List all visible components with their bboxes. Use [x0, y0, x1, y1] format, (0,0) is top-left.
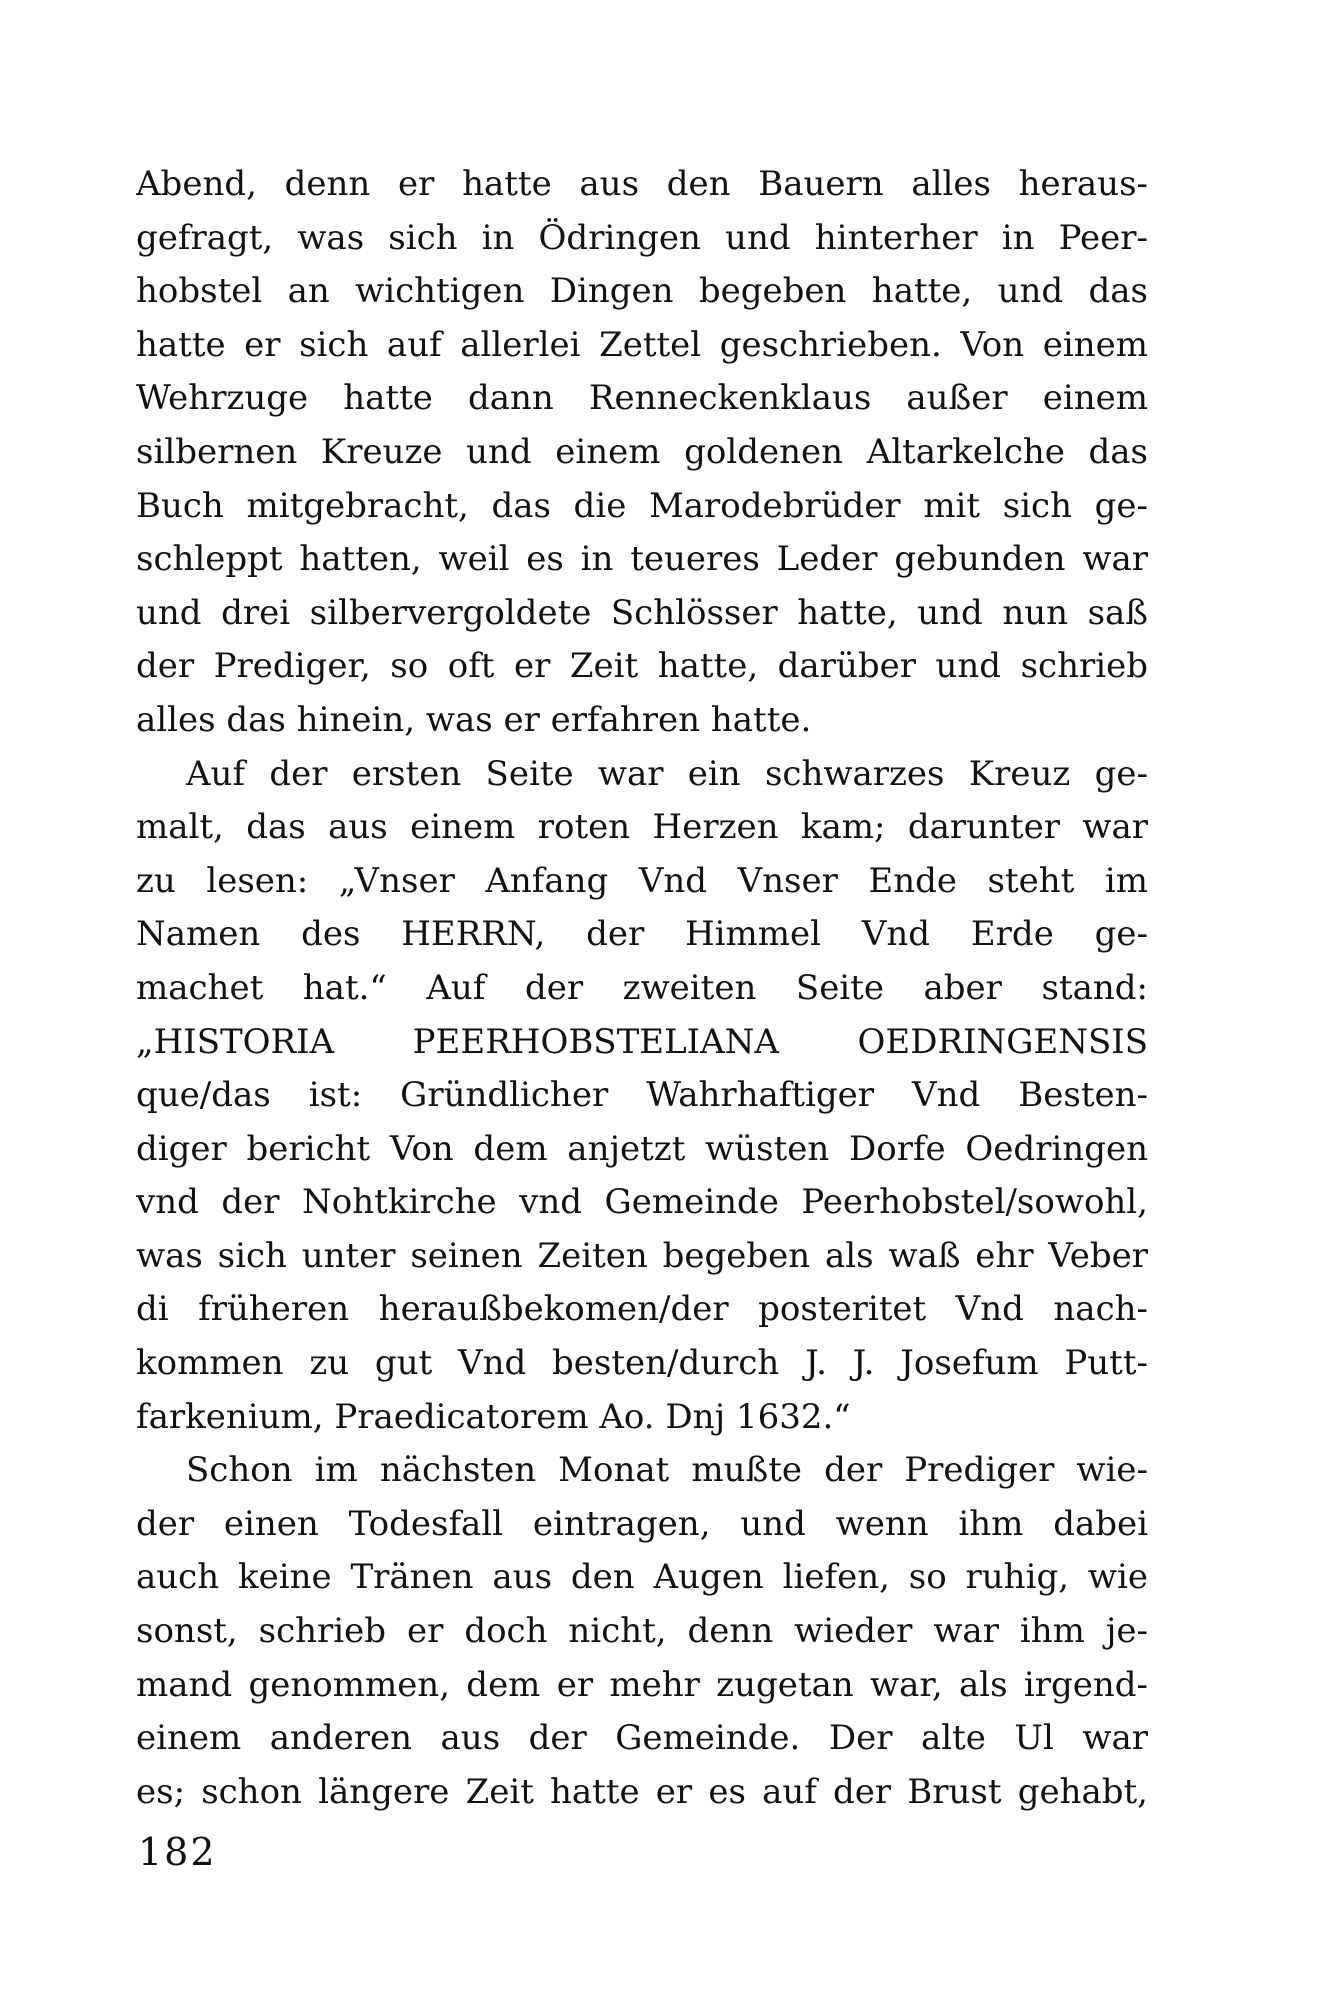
body-text [136, 158, 1148, 1819]
text-line: auch keine Tränen aus den Augen liefen, so ruhig, wie [136, 1557, 1148, 1598]
text-line: silbernen Kreuze und einem goldenen Altarkelche das [136, 431, 1148, 472]
text-line: sonst, schrieb er doch nicht, denn wieder war ihm je- [136, 1611, 1148, 1652]
text-line: Abend, denn er hatte aus den Bauern alles heraus- [136, 164, 1148, 204]
text-line: hatte er sich auf allerlei Zettel geschrieben. Von einem [136, 324, 1148, 365]
text-line: „HISTORIA PEERHOBSTELIANA OEDRINGENSIS [136, 1021, 1148, 1062]
text-line: Wehrzuge hatte dann Renneckenklaus außer einem [136, 378, 1148, 419]
text-line: vnd der Nohtkirche vnd Gemeinde Peerhobstel/sowohl, [136, 1182, 1148, 1223]
text-line: alles das hinein, was er erfahren hatte. [136, 699, 812, 740]
text-line: kommen zu gut Vnd besten/durch J. J. Josefum Putt- [136, 1343, 1148, 1384]
text-line: mand genommen, dem er mehr zugetan war, als irgend- [136, 1664, 1148, 1705]
text-line: diger bericht Von dem anjetzt wüsten Dorfe Oedringen [136, 1128, 1148, 1169]
text-line: zu lesen: „Vnser Anfang Vnd Vnser Ende steht im [136, 860, 1148, 901]
text-line: machet hat.“ Auf der zweiten Seite aber stand: [136, 967, 1148, 1008]
text-line: malt, das aus einem roten Herzen kam; darunter war [136, 807, 1148, 848]
text-line: hobstel an wichtigen Dingen begeben hatte, und das [136, 271, 1148, 312]
text-line: que/das ist: Gründlicher Wahrhaftiger Vnd Besten- [136, 1075, 1148, 1116]
text-line: schleppt hatten, weil es in teueres Leder gebunden war [136, 539, 1148, 580]
text-line: es; schon längere Zeit hatte er es auf der Brust gehabt, [136, 1771, 1148, 1812]
text-line: was sich unter seinen Zeiten begeben als waß ehr Veber [136, 1235, 1148, 1276]
text-line: der Prediger, so oft er Zeit hatte, darüber und schrieb [136, 646, 1148, 687]
text-line: Buch mitgebracht, das die Marodebrüder mit sich ge- [136, 485, 1148, 526]
text-line: der einen Todesfall eintragen, und wenn ihm dabei [136, 1503, 1148, 1544]
text-line: farkenium, Praedicatorem Ao. Dnj 1632.“ [136, 1396, 851, 1437]
text-line: gefragt, was sich in Ödringen und hinterher in Peer- [136, 217, 1148, 258]
text-line: einem anderen aus der Gemeinde. Der alte Ul war [136, 1718, 1148, 1759]
text-line: Namen des HERRN, der Himmel Vnd Erde ge- [136, 914, 1148, 955]
text-line: Auf der ersten Seite war ein schwarzes Kreuz ge- [186, 753, 1148, 794]
text-line: und drei silbervergoldete Schlösser hatte, und nun saß [136, 592, 1148, 633]
text-line: Schon im nächsten Monat mußte der Prediger wie- [186, 1450, 1148, 1491]
page-number: 182 [138, 1830, 217, 1874]
text-line: di früheren heraußbekomen/der posteritet Vnd nach- [136, 1289, 1148, 1330]
